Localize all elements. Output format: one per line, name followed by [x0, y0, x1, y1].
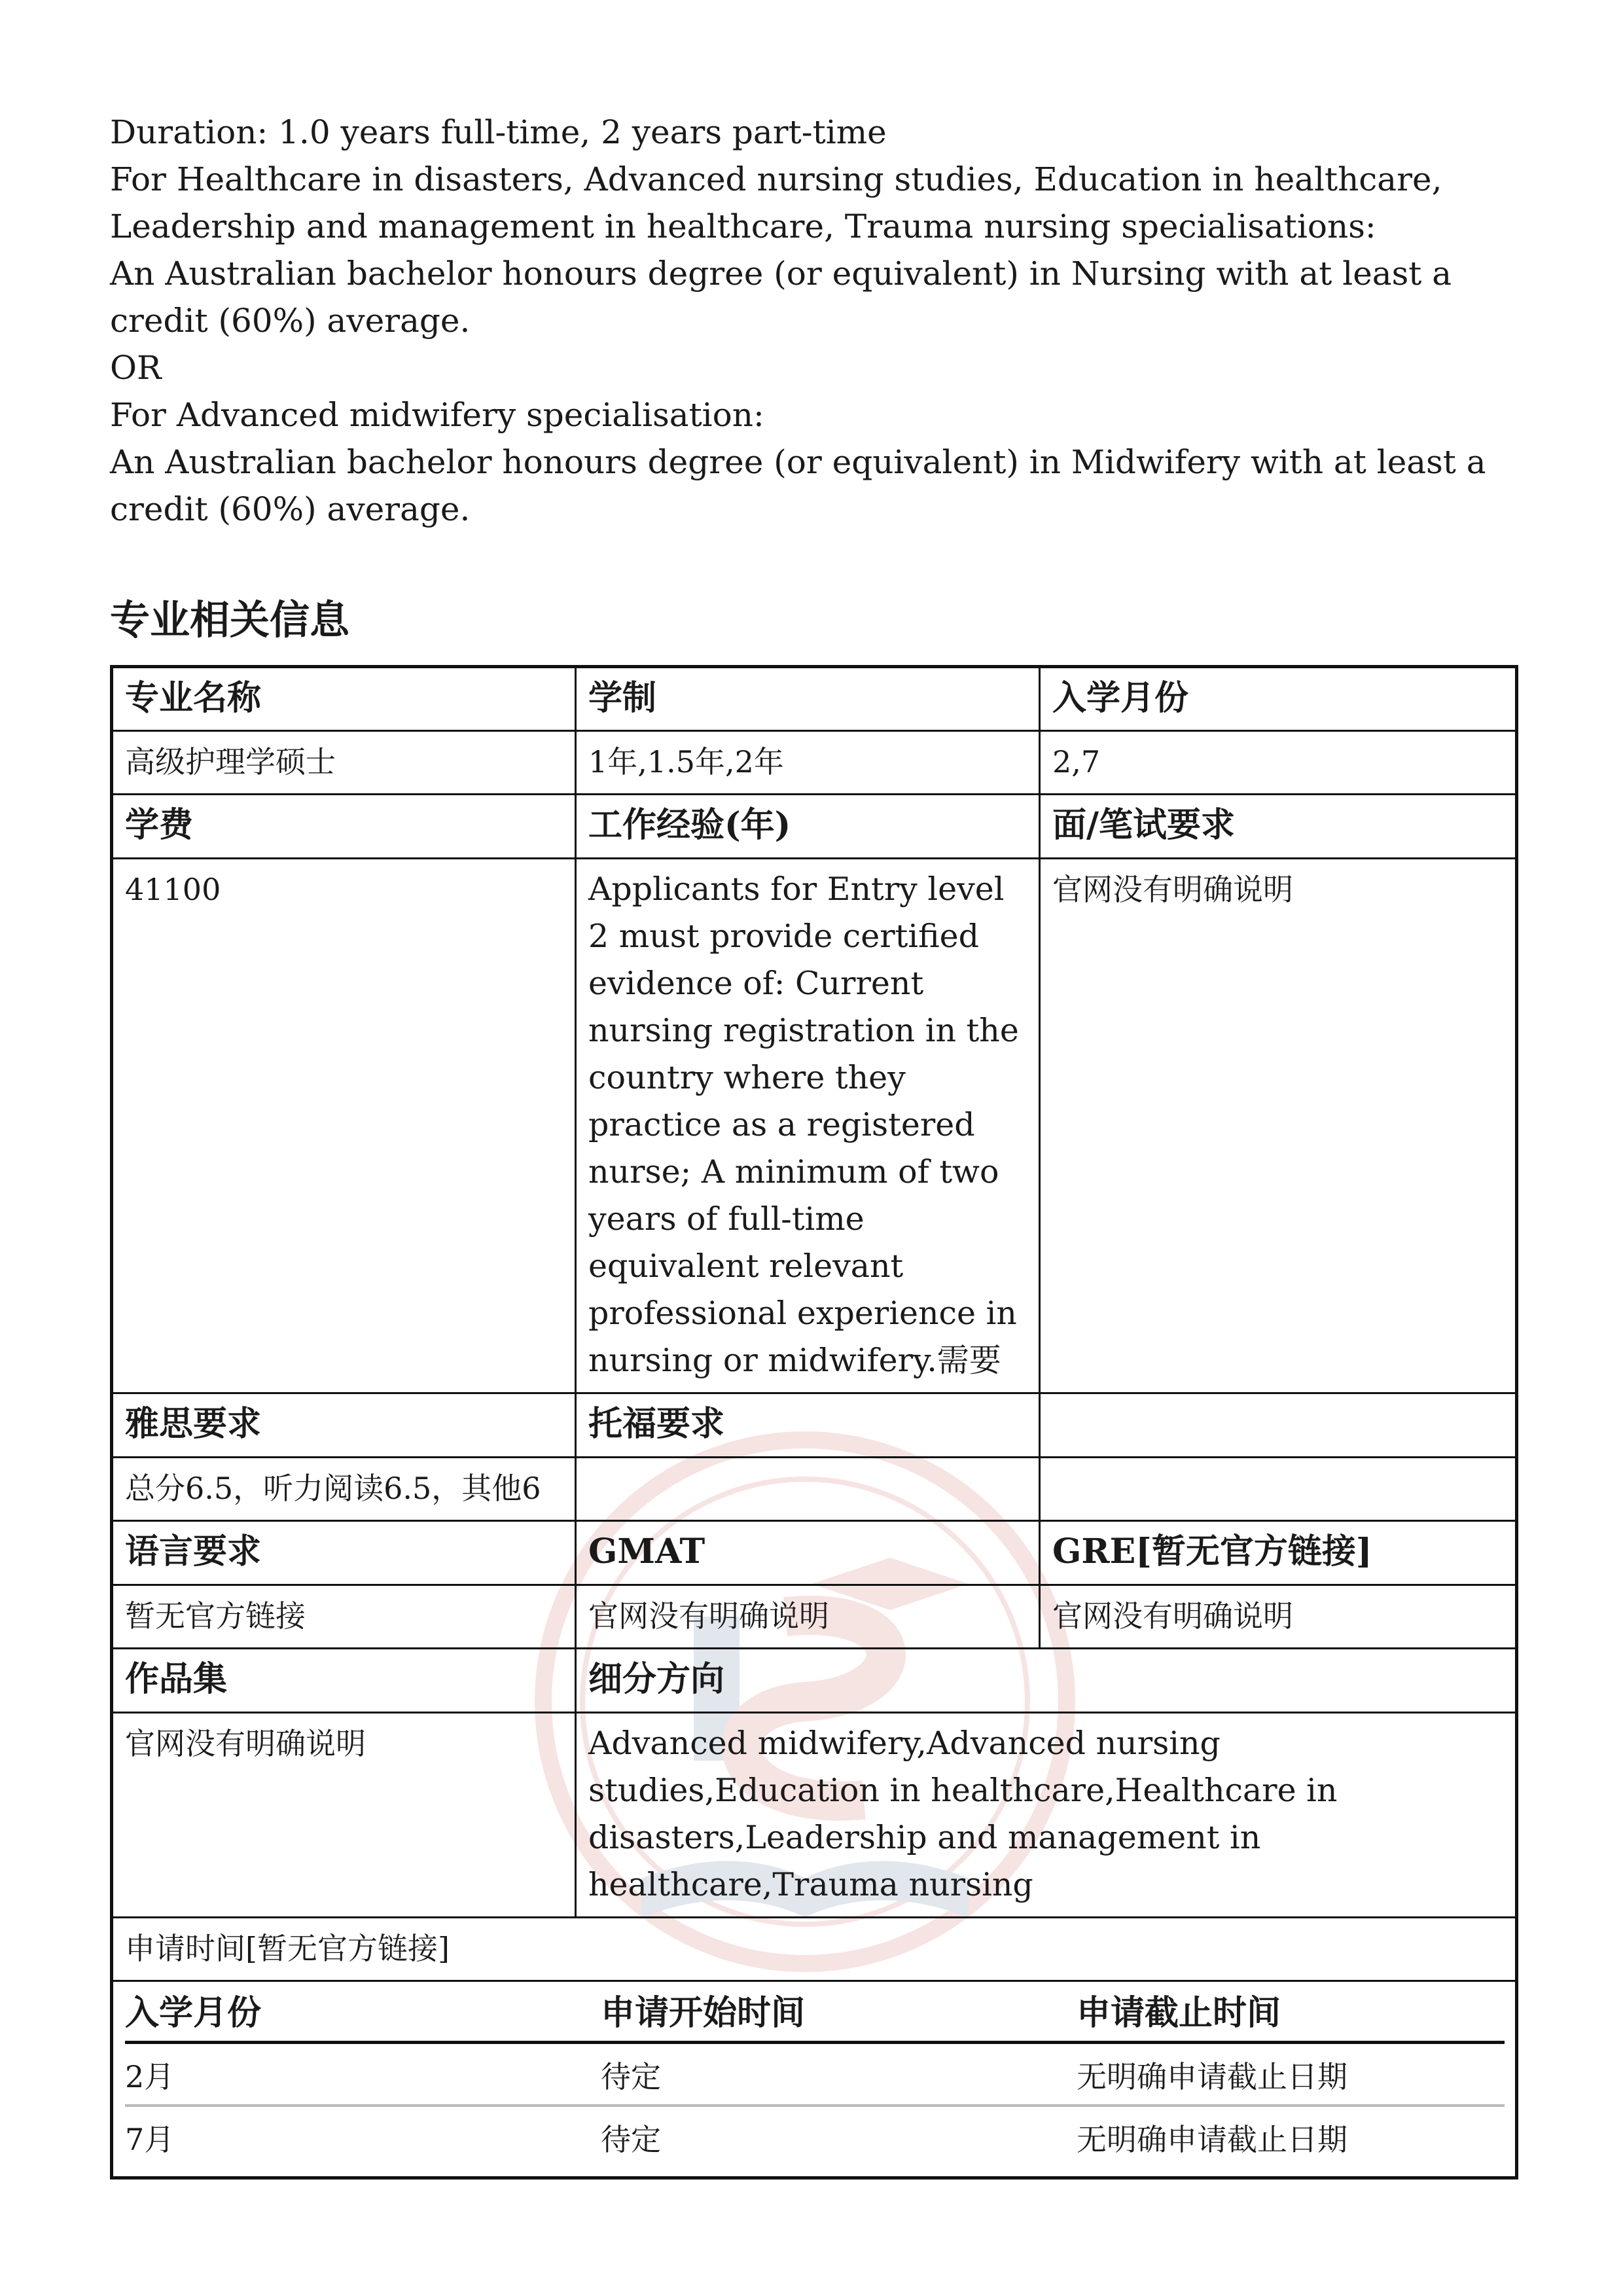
- gmat-header: GMAT: [576, 1521, 1040, 1585]
- schedule-cell: [112, 1981, 1517, 2178]
- tuition-value: 41100: [112, 859, 576, 1393]
- schedule-deadline-header: 申请截止时间: [1077, 1982, 1505, 2043]
- schedule-deadline-value: 无明确申请截止日期: [1077, 2043, 1505, 2106]
- gre-header: GRE[暂无官方链接]: [1040, 1521, 1517, 1585]
- program-name-value: 高级护理学硕士: [112, 731, 576, 795]
- schedule-header-row: [125, 1982, 1505, 2043]
- table-row: [112, 731, 1517, 795]
- duration-header: 学制: [576, 667, 1040, 731]
- interview-header: 面/笔试要求: [1040, 795, 1517, 859]
- program-info-table: [110, 665, 1518, 2179]
- duration-line: Duration: 1.0 years full-time, 2 years part-time: [110, 113, 887, 151]
- nursing-degree-requirement: An Australian bachelor honours degree (or equivalent) in Nursing with at least a credit (60%) average.: [110, 255, 1452, 340]
- portfolio-header: 作品集: [112, 1649, 576, 1713]
- table-row: [112, 1649, 1517, 1713]
- table-row: [112, 1521, 1517, 1585]
- table-row: [125, 2043, 1505, 2106]
- schedule-intake-value: 2月: [125, 2043, 601, 2106]
- table-row: [112, 1981, 1517, 2178]
- schedule-intake-value: 7月: [125, 2122, 175, 2157]
- gmat-value: 官网没有明确说明: [576, 1585, 1040, 1649]
- table-row: [112, 795, 1517, 859]
- table-row: [112, 1585, 1517, 1649]
- toefl-value: [576, 1458, 1040, 1521]
- section-title: 专业相关信息: [110, 597, 350, 643]
- application-time-label: 申请时间[暂无官方链接]: [112, 1918, 1517, 1981]
- table-row: [112, 1918, 1517, 1981]
- table-row: [112, 1713, 1517, 1918]
- tuition-header: 学费: [112, 795, 576, 859]
- table-row: [112, 667, 1517, 731]
- toefl-header: 托福要求: [576, 1393, 1040, 1458]
- table-row: [112, 1458, 1517, 1521]
- empty-cell: [1040, 1458, 1517, 1521]
- intake-month-value: 2,7: [1040, 731, 1517, 795]
- language-header: 语言要求: [112, 1521, 576, 1585]
- schedule-intake-header: 入学月份: [125, 1982, 601, 2043]
- application-schedule-table: [125, 1982, 1505, 2167]
- ielts-header: 雅思要求: [112, 1393, 576, 1458]
- schedule-start-value: 待定: [601, 2043, 1077, 2106]
- table-row: [112, 859, 1517, 1393]
- duration-value: 1年,1.5年,2年: [576, 731, 1040, 795]
- work-experience-header: 工作经验(年): [576, 795, 1040, 859]
- ielts-value: 总分6.5，听力阅读6.5，其他6: [112, 1458, 576, 1521]
- nursing-specialisations-line: For Healthcare in disasters, Advanced nursing studies, Education in healthcare, Leadership and management in healthcare, Trauma nursing specialisations:: [110, 160, 1442, 245]
- gre-value: 官网没有明确说明: [1040, 1585, 1517, 1649]
- portfolio-value: 官网没有明确说明: [112, 1713, 576, 1918]
- schedule-start-header: 申请开始时间: [601, 1982, 1077, 2043]
- language-value: 暂无官方链接: [112, 1585, 576, 1649]
- midwifery-specialisation-line: For Advanced midwifery specialisation:: [110, 396, 764, 434]
- specialisation-header: 细分方向: [576, 1649, 1517, 1713]
- or-line: OR: [110, 349, 162, 387]
- work-experience-value: Applicants for Entry level 2 must provide certified evidence of: Current nursing registration in the country where they practice as a registered nurse; A minimum of two years of full-time equivalent relevant professional experience in nursing or midwifery.需要: [576, 859, 1040, 1393]
- midwifery-degree-requirement: An Australian bachelor honours degree (or equivalent) in Midwifery with at least a credit (60%) average.: [110, 443, 1486, 528]
- schedule-start-value: 待定: [601, 2122, 661, 2157]
- intro-text: [110, 109, 1537, 533]
- schedule-deadline-value: 无明确申请截止日期: [1077, 2122, 1347, 2157]
- program-name-header: 专业名称: [112, 667, 576, 731]
- table-row: [125, 2106, 1505, 2167]
- intake-month-header: 入学月份: [1040, 667, 1517, 731]
- specialisation-value: Advanced midwifery,Advanced nursing studies,Education in healthcare,Healthcare in disasters,Leadership and management in healthcare,Trauma nursing: [576, 1713, 1517, 1918]
- interview-value: 官网没有明确说明: [1040, 859, 1517, 1393]
- empty-cell: [1040, 1393, 1517, 1458]
- table-row: [112, 1393, 1517, 1458]
